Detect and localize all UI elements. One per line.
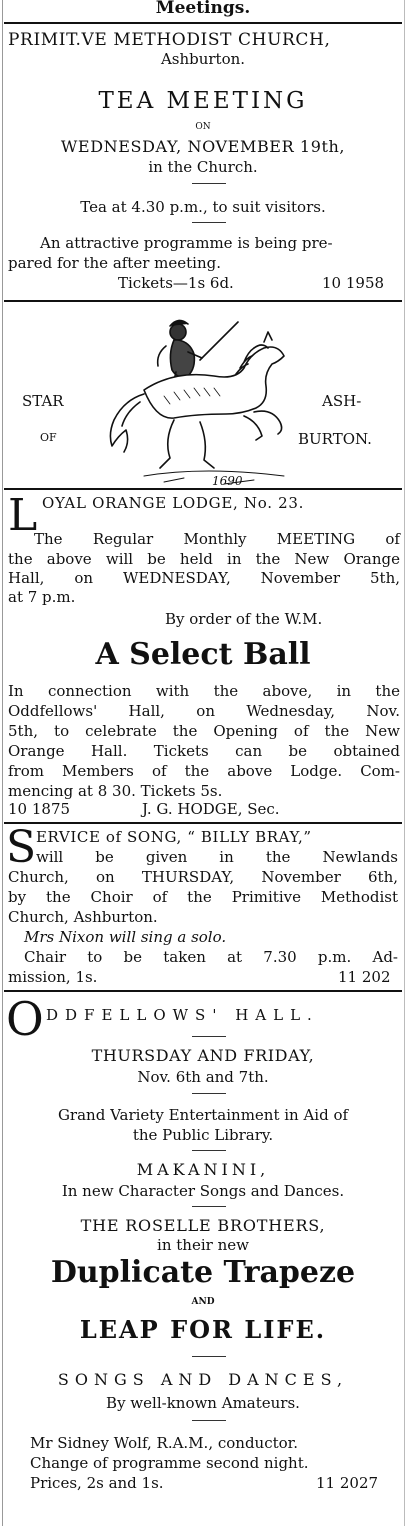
odd-days: THURSDAY AND FRIDAY, — [91, 1046, 315, 1065]
engraving-year: 1690 — [212, 474, 243, 488]
ball-line-1: In connection with the above, in the — [8, 682, 400, 700]
tea-ref: 10 1958 — [322, 274, 385, 292]
song-line-1: ERVICE of SONG, “ BILLY BRAY,” — [36, 828, 312, 846]
odd-sep-4 — [192, 1206, 226, 1207]
lodge-body-4: at 7 p.m. — [8, 588, 76, 606]
tea-tickets: Tickets—1s 6d. — [118, 274, 234, 292]
odd-dates: Nov. 6th and 7th. — [137, 1068, 269, 1086]
star-right-1: ASH- — [322, 392, 362, 410]
star-left-2: OF — [40, 431, 57, 444]
ball-line-5: from Members of the above Lodge. Com- — [8, 762, 400, 780]
rule-star — [4, 488, 402, 490]
odd-ref: 11 2027 — [316, 1474, 379, 1492]
tea-place: in the Church. — [148, 158, 258, 176]
rule-tea — [4, 300, 402, 302]
tea-time: Tea at 4.30 p.m., to suit visitors. — [80, 198, 326, 216]
lodge-body-3: Hall, on WEDNESDAY, November 5th, — [8, 569, 400, 587]
odd-amateurs: By well-known Amateurs. — [106, 1394, 300, 1412]
odd-entertainment-2: the Public Library. — [132, 1126, 274, 1144]
tea-town: Ashburton. — [160, 50, 246, 68]
ball-line-4: Orange Hall. Tickets can be obtained — [8, 742, 400, 760]
odd-sep-3 — [192, 1150, 226, 1151]
tea-church-name: PRIMIT.VE METHODIST CHURCH, — [8, 30, 331, 50]
section-header: Meetings. — [155, 0, 251, 18]
ball-line-2: Oddfellows' Hall, on Wednesday, Nov. — [8, 702, 400, 720]
tea-prog-2: pared for the after meeting. — [8, 254, 221, 272]
song-line-7: Chair to be taken at 7.30 p.m. Ad- — [24, 948, 398, 966]
star-right-2: BURTON. — [298, 430, 372, 448]
ball-line-3: 5th, to celebrate the Opening of the New — [8, 722, 400, 740]
song-line-8: mission, 1s. — [8, 968, 98, 986]
odd-sep-2 — [192, 1093, 226, 1094]
lodge-body-1: The Regular Monthly MEETING of — [34, 530, 400, 548]
odd-roselle: THE ROSELLE BROTHERS, — [80, 1216, 326, 1235]
song-line-6: Mrs Nixon will sing a solo. — [24, 928, 227, 946]
song-line-5: Church, Ashburton. — [8, 908, 158, 926]
lodge-heading: OYAL ORANGE LODGE, No. 23. — [42, 494, 305, 512]
star-left-1: STAR — [22, 392, 64, 410]
odd-sep-1 — [192, 1036, 226, 1037]
lodge-order: By order of the W.M. — [165, 610, 323, 628]
ball-title: A Select Ball — [95, 637, 311, 672]
odd-prices: Prices, 2s and 1s. — [30, 1474, 164, 1492]
lodge-drop-initial: L — [8, 490, 38, 541]
king-william-horse-engraving — [104, 312, 300, 490]
tea-on: ON — [195, 122, 211, 132]
song-line-4: by the Choir of the Primitive Methodist — [8, 888, 398, 906]
ball-ref: 10 1875 — [8, 800, 71, 818]
odd-sep-5 — [192, 1356, 226, 1357]
tea-sep-2 — [192, 222, 226, 223]
song-drop-initial: S — [6, 822, 37, 873]
odd-change: Change of programme second night. — [30, 1454, 309, 1472]
odd-heading: DDFELLOWS' HALL. — [46, 1006, 319, 1024]
odd-drop-initial: O — [6, 992, 44, 1046]
odd-leap: LEAP FOR LIFE. — [79, 1315, 327, 1344]
rule-top — [4, 22, 402, 24]
song-line-2: will be given in the Newlands — [36, 848, 398, 866]
tea-sep — [192, 183, 226, 184]
odd-their-new: in their new — [157, 1236, 249, 1254]
tea-date: WEDNESDAY, NOVEMBER 19th, — [60, 137, 346, 156]
rule-ball — [4, 822, 402, 824]
song-ref: 11 202 — [338, 968, 391, 986]
rule-song — [4, 990, 402, 992]
odd-wolf: Mr Sidney Wolf, R.A.M., conductor. — [30, 1434, 298, 1452]
ball-line-6: mencing at 8 30. Tickets 5s. — [8, 782, 223, 800]
song-line-3: Church, on THURSDAY, November 6th, — [8, 868, 398, 886]
odd-songs: SONGS AND DANCES, — [57, 1370, 349, 1389]
odd-trapeze: Duplicate Trapeze — [50, 1255, 356, 1290]
odd-makanini: MAKANINI, — [136, 1160, 270, 1179]
tea-prog-1: An attractive programme is being pre- — [40, 234, 333, 252]
lodge-body-2: the above will be held in the New Orange — [8, 550, 400, 568]
odd-and: AND — [191, 1297, 215, 1307]
tea-title: TEA MEETING — [98, 88, 308, 114]
ball-signature: J. G. HODGE, Sec. — [142, 800, 280, 818]
odd-makanini-desc: In new Character Songs and Dances. — [61, 1182, 345, 1200]
odd-entertainment-1: Grand Variety Entertainment in Aid of — [57, 1106, 349, 1124]
odd-sep-6 — [192, 1420, 226, 1421]
